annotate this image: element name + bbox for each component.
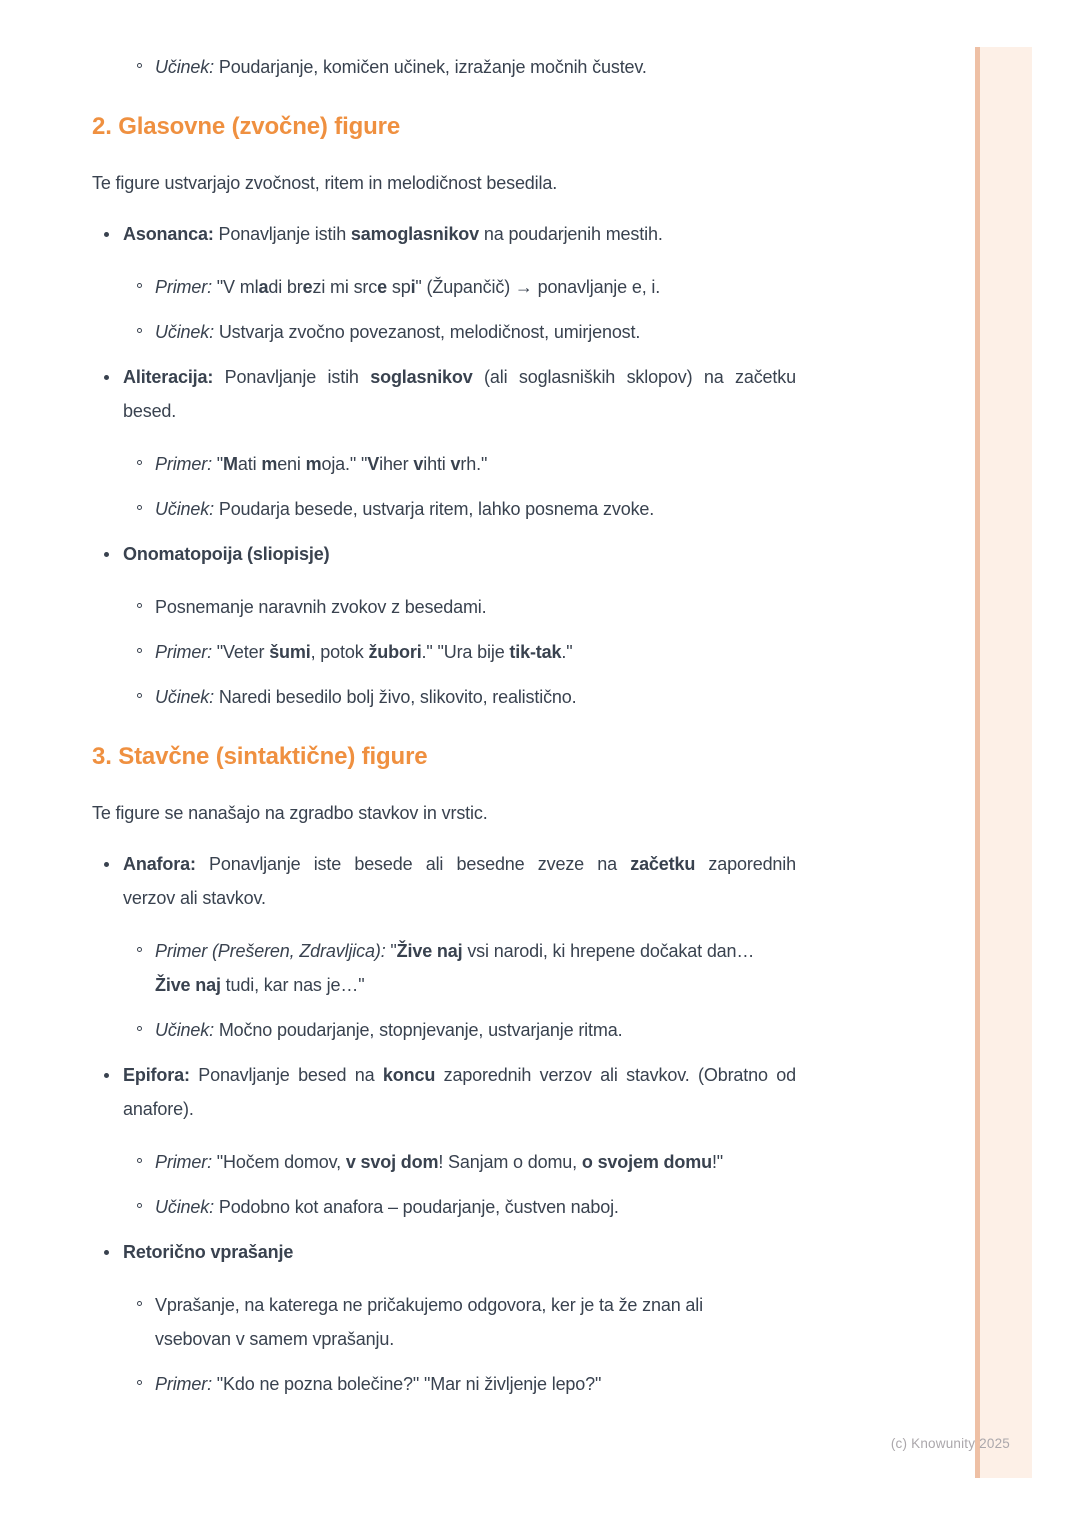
sub-list-item (92, 934, 835, 1002)
bullet-circle-icon (137, 693, 142, 698)
sub-list-item (92, 492, 835, 526)
sub-list-item (92, 447, 835, 481)
sub-list-item-text: Primer: "Hočem domov, v svoj dom! Sanjam o domu, o svojem domu!" (155, 1152, 724, 1172)
sub-list-item-text: Učinek: Poudarja besede, ustvarja ritem, lahko posnema zvoke. (155, 499, 655, 519)
list-item (92, 217, 796, 251)
bullet-circle-icon (137, 328, 142, 333)
bullet-circle-icon (137, 1380, 142, 1385)
sub-list-item-text: Vprašanje, na katerega ne pričakujemo odgovora, ker je ta že znan ali vsebovan v samem vprašanju. (155, 1295, 703, 1349)
list-item-text: Anafora: Ponavljanje iste besede ali besedne zveze na začetku zaporednih verzov ali stavkov. (123, 854, 797, 908)
bullet-circle-icon (137, 63, 142, 68)
bullet-dot-icon (104, 862, 109, 867)
sub-list-item (92, 635, 835, 669)
list-item (92, 1058, 796, 1126)
paragraph: Te figure ustvarjajo zvočnost, ritem in melodičnost besedila. (92, 173, 558, 193)
bullet-dot-icon (104, 232, 109, 237)
sub-list-item-text: Primer: "V mladi brezi mi srce spi" (Župančič) → ponavljanje e, i. (155, 277, 661, 297)
sub-list-item-text: Učinek: Močno poudarjanje, stopnjevanje, ustvarjanje ritma. (155, 1020, 623, 1040)
page-edge-stripe (975, 47, 1032, 1478)
bullet-dot-icon (104, 1073, 109, 1078)
section-heading: 2. Glasovne (zvočne) figure (92, 113, 401, 140)
sub-list-item-text: Učinek: Podobno kot anafora – poudarjanje, čustven naboj. (155, 1197, 619, 1217)
list-item (92, 1235, 796, 1269)
sub-list-item (92, 1288, 835, 1356)
sub-list-item (92, 590, 835, 624)
sub-list-item-text: Primer (Prešeren, Zdravljica): "Žive naj vsi narodi, ki hrepene dočakat dan… Žive naj tudi, kar nas je…" (155, 941, 755, 995)
sub-list-item-text: Primer: "Mati meni moja." "Viher vihti vrh." (155, 454, 488, 474)
bullet-circle-icon (137, 283, 142, 288)
bullet-circle-icon (137, 1158, 142, 1163)
bullet-circle-icon (137, 648, 142, 653)
sub-list-item-text: Učinek: Poudarjanje, komičen učinek, izražanje močnih čustev. (155, 57, 647, 77)
paragraph: Te figure se nanašajo na zgradbo stavkov in vrstic. (92, 803, 488, 823)
list-item (92, 360, 796, 428)
bullet-dot-icon (104, 1250, 109, 1255)
sub-list-item-text: Primer: "Veter šumi, potok žubori." "Ura bije tik-tak." (155, 642, 573, 662)
sub-list-item (92, 1190, 835, 1224)
bullet-circle-icon (137, 460, 142, 465)
list-item (92, 537, 796, 571)
bullet-circle-icon (137, 505, 142, 510)
sub-list-item-text: Posnemanje naravnih zvokov z besedami. (155, 597, 487, 617)
sub-list-item-text: Učinek: Ustvarja zvočno povezanost, melodičnost, umirjenost. (155, 322, 641, 342)
list-item-text: Epifora: Ponavljanje besed na koncu zaporednih verzov ali stavkov. (Obratno od anafore). (123, 1065, 796, 1119)
bullet-dot-icon (104, 375, 109, 380)
sub-list-item (92, 1145, 835, 1179)
list-item-text: Asonanca: Ponavljanje istih samoglasnikov na poudarjenih mestih. (123, 224, 663, 244)
document-page (92, 50, 832, 1412)
sub-list-item (92, 1367, 835, 1401)
list-item-text: Onomatopoija (sliopisje) (123, 544, 330, 564)
sub-list-item (92, 315, 835, 349)
sub-list-item-text: Učinek: Naredi besedilo bolj živo, slikovito, realistično. (155, 687, 577, 707)
list-item (92, 847, 796, 915)
bullet-circle-icon (137, 947, 142, 952)
bullet-circle-icon (137, 603, 142, 608)
sub-list-item (92, 1013, 835, 1047)
sub-list-item (92, 50, 835, 84)
bullet-dot-icon (104, 552, 109, 557)
section-heading: 3. Stavčne (sintaktične) figure (92, 743, 428, 770)
bullet-circle-icon (137, 1203, 142, 1208)
sub-list-item-text: Primer: "Kdo ne pozna bolečine?" "Mar ni življenje lepo?" (155, 1374, 602, 1394)
list-item-text: Aliteracija: Ponavljanje istih soglasnikov (ali soglasniških sklopov) na začetku besed. (123, 367, 796, 421)
list-item-text: Retorično vprašanje (123, 1242, 294, 1262)
bullet-circle-icon (137, 1301, 142, 1306)
sub-list-item (92, 680, 835, 714)
sub-list-item (92, 270, 835, 304)
copyright-footer: (c) Knowunity 2025 (890, 1436, 1010, 1451)
bullet-circle-icon (137, 1026, 142, 1031)
